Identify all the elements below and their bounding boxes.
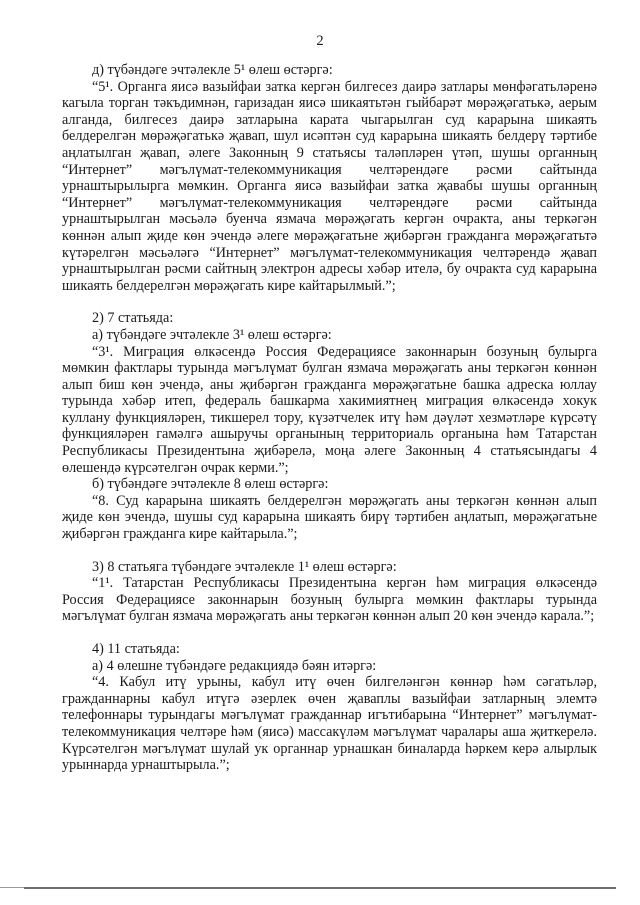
paragraph-item-a: а) түбәндәге эчтәлекле 3¹ өлеш өстәргә: <box>92 326 332 343</box>
paragraph-article-11-heading: 4) 11 статьяда: <box>92 641 180 657</box>
bottom-rule <box>24 887 616 889</box>
page-number: 2 <box>316 33 324 49</box>
paragraph-article-8-heading: 3) 8 статьяга түбәндәге эчтәлекле 1¹ өлеш өстәргә: <box>92 558 397 575</box>
paragraph-item-b: б) түбәндәге эчтәлекле 8 өлеш өстәргә: <box>92 476 329 493</box>
paragraph-part-3-1-text: “3¹. Миграция өлкәсендә Россия Федерациясе законнарын бозуның булырга мөмкин фактлары турында мәгълүмат булган язмача мөрәҗәгать аны теркәгән көннән алып биш көн эчендә, аны җибәргән гражданга мөрәҗәгатьне башка адреска юллау турында хәбәр итеп, федераль башкарма хакимиятнең миграция өлкәсендә хокук куллану функцияләрен, тикшерел тору, күзәтчелек итү һәм дәүләт хезмәтләре күрсәтү функцияләрен гамәлгә ашыручы органының территориаль органына һәм Татарстан Республикасы Президентына җибәрелә, моңа әлеге Законның 4 статьясындагы 4 өлешендә күрсәтелгән очрак керми.”; <box>62 343 597 476</box>
paragraph-part-1-1-text: “1¹. Татарстан Республикасы Президентына кергән һәм миграция өлкәсендә Россия Федерациясе законнарын бозуның булырга мөмкин фактлары турында мәгълүмат булган язмача мөрәҗәгать аны теркәгән көннән алып 20 көн эчендә карала.”; <box>62 575 597 625</box>
paragraph-part-8-text: “8. Суд карарына шикаять белдерелгән мөрәҗәгать аны теркәгән көннән алып җиде көн эчендә, шушы суд карарына шикаять бирү тәртибен аңлатып, мөрәҗәгатьне җибәргән гражданга кире кайтарыла.”; <box>62 492 597 543</box>
paragraph-item-a-2: а) 4 өлешне түбәндәге редакциядә бәян итәргә: <box>92 657 377 674</box>
scan-edge-line <box>0 887 24 888</box>
paragraph-article-7-heading: 2) 7 статьяда: <box>92 310 174 327</box>
paragraph-item-d: д) түбәндәге эчтәлекле 5¹ өлеш өстәргә: <box>92 62 333 78</box>
paragraph-part-5-1-text: “5¹. Органга яисә вазыйфаи затка кергән билгесез даирә затлары мөнфәгатьләренә кагыла торган тәкъдимнән, гаризадан яисә шикаятьтән гыйбарәт мөрәҗәгатькә, аерым алганда, билгесез даирә затларына карата чыгарылган суд карарына шикаять белдерелгән мөрәҗәгатькә җавап, шул исәптән суд карарына шикаять белдерү тәртибе аңлатылган җавап, әлеге Законның 9 статьясы таләпләрен үтәп, шушы органның “Интернет” мәгълүмат-телекоммуникация челтәрендәге рәсми сайтында урнаштырылырга мөмкин. Органга яисә вазыйфаи затка җавабы шушы органның “Интернет” мәгълүмат-телекоммуникация челтәрендәге рәсми сайтында урнаштырылган мәсьәлә буенча язмача мөрәҗәгать кергән очракта, аны теркәгән көннән алып җиде көн эчендә әлеге мөрәҗәгатьне җибәргән гражданга мөрәҗәгатьтә күтәрелгән мәсьәләгә “Интернет” мәгълүмат-телекоммуникация челтәрендә җавап урнаштырылган рәсми сайтның электрон адресы хәбәр ителә, бу очракта суд карарына шикаять белдерелгән мөрәҗәгать кире кайтарылмый.”; <box>62 78 597 294</box>
document-body <box>62 62 597 774</box>
paragraph-part-4-text: “4. Кабул итү урыны, кабул итү өчен билгеләнгән көннәр һәм сәгатьләр, гражданнарны кабул итүгә әзерлек өчен җаваплы вазыйфаи затларның элемтә телефоннары турындагы мәгълүмат гражданнар игътибарына “Интернет” мәгълүмат-телекоммуникация челтәре һәм (яисә) массакүләм мәгълүмат чаралары аша җиткерелә. Күрсәтелгән мәгълүмат шулай ук органнар урнашкан биналарда һәркем керә алырлык урыннарда урнаштырыла.”; <box>62 674 597 774</box>
